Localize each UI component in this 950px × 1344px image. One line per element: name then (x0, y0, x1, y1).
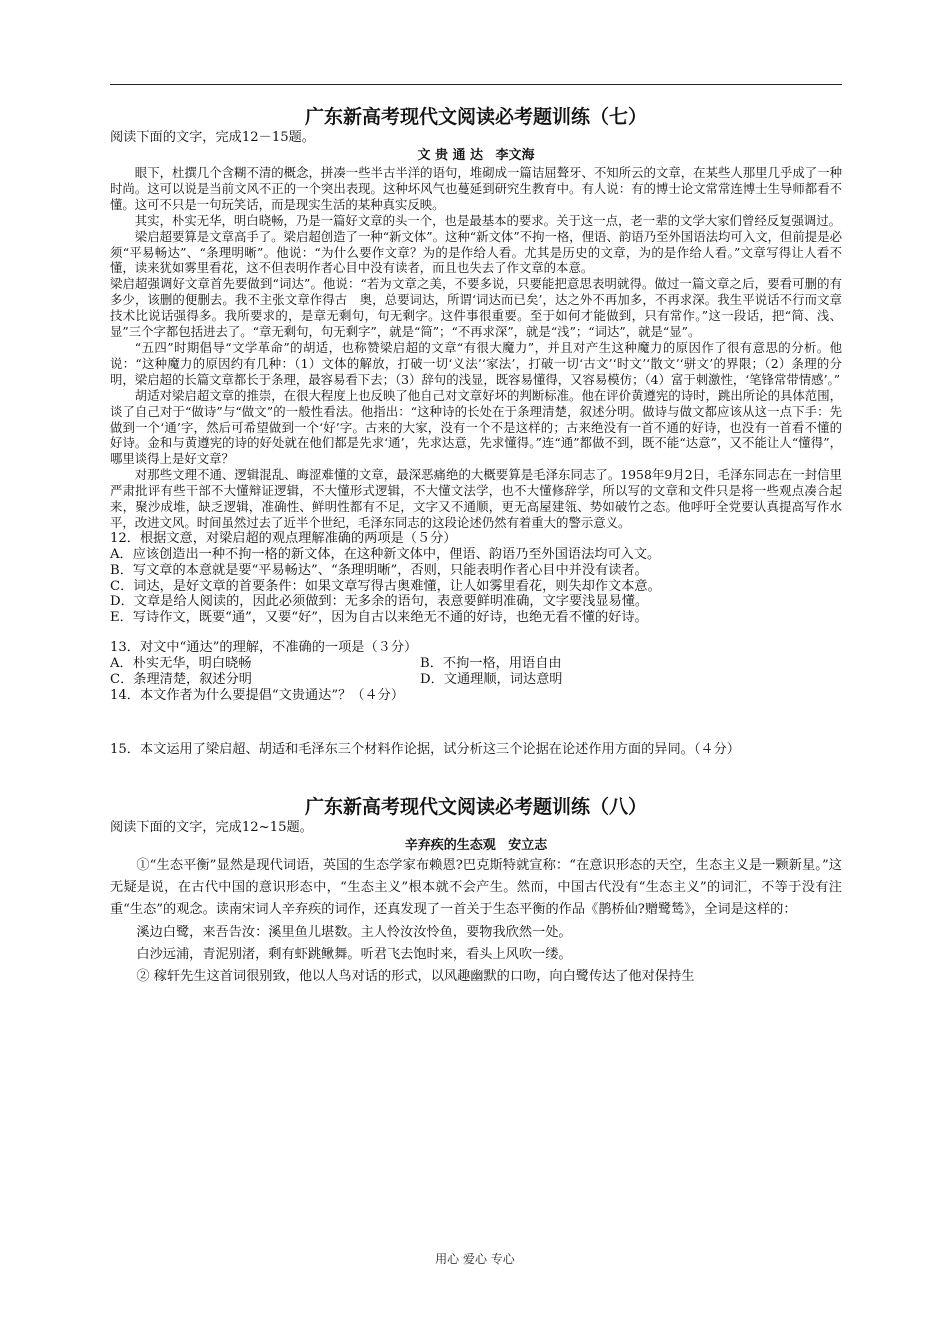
paragraph: 梁启超要算是文章高手了。梁启超创造了一种“新文体”。这种“新文体”不拘一格，俚语、韵语乃至外国语法均可入文，但前提是必须“平易畅达”、“条理明晰”。他说：“为什么要作文章？为的是作给人看。尤其是历史的文章，为的是作给人看。”文章写得让人看不懂，读来犹如雾里看花，这不但表明作者心目中没有读者，而且也失去了作文章的本意。 (110, 228, 842, 276)
reading-instruction: 阅读下面的文字，完成12－15题。 (110, 130, 315, 145)
article-heading (110, 146, 842, 165)
document-body (110, 104, 842, 989)
article-author: 李文海 (495, 148, 535, 163)
question-12-stem: 12．根据文意，对梁启超的观点理解准确的两项是（５分） (110, 530, 457, 546)
paragraph: 眼下，杜撰几个含糊不清的概念，拼凑一些半古半洋的语句，堆砌成一篇诘屈聱牙、不知所云的文章，在某些人那里几乎成了一种时尚。这可以说是当前文风不正的一个突出表现。这种坏风气也蔓延到研究生教育中。有人说：有的博士论文常常连博士生导师都看不懂。这可不只是一句玩笑话，而是现实生活的某种真实反映。 (110, 165, 842, 212)
page-footer: 用心 爱心 专心 (435, 1252, 515, 1266)
section-title-8: 广东新高考现代文阅读必考题训练（八） (304, 795, 647, 818)
question-12-option: D．文章是给人阅读的，因此必须做到：无多余的语句，表意要鲜明准确，文字要浅显易懂。 (110, 594, 649, 610)
reading-instruction: 阅读下面的文字，完成12~15题。 (110, 819, 313, 835)
question-14: 14．本文作者为什么要提倡“文贵通达”？（４分） (110, 688, 405, 703)
paragraph: 其实，朴实无华，明白晓畅，乃是一篇好文章的头一个，也是最基本的要求。关于这一点，老一辈的文学大家们曾经反复强调过。 (134, 212, 842, 228)
paragraph: ①“生态平衡”显然是现代词语，英国的生态学家布赖恩?巴克斯特就宣称：“在意识形态的天空，生态主义是一颗新星。”这无疑是说，在古代中国的意识形态中，“生态主义”根本就不会产生。然而，中国古代没有“生态主义”的词汇，不等于没有注重“生态”的观念。读南宋词人辛弃疾的词作，还真发现了一首关于生态平衡的作品《鹊桥仙?赠鹭鸶》，全词是这样的： (110, 857, 842, 918)
paragraph: 梁启超强调好文章首先要做到“词达”。他说：“若为文章之美，不要多说，只要能把意思表明就得。做过一篇文章之后，要看可删的有多少，该删的便删去。我不主张文章作得古 奥，总要词达，所谓‘词达而已矣’，达之外不再加多，不再求深。我生平说话不行而文章技术比说话强得多。我所要求的，是章无剩句，句无剩字。这件事很重要。至于如何才能做到，只有常作。”这一段话，把“简、浅、显”三个字都包括进去了。“章无剩句，句无剩字”，就是“简”；“不再求深”，就是“浅”；“词达”，就是“显”。 (110, 276, 842, 340)
question-13-option-c: C．条理清楚，叙述分明 (110, 672, 252, 688)
question-12-option: B．写文章的本意就是要“平易畅达”、“条理明晰”，否则，只能表明作者心目中并没有读者。 (110, 562, 648, 578)
article-title: 文 贵 通 达 (417, 148, 484, 163)
question-12-option: E．写诗作文，既要“通”，又要“好”，因为自古以来绝无不通的好诗，也绝无看不懂的好诗。 (110, 610, 648, 626)
question-12-option: C．词达，是好文章的首要条件：如果文章写得古奥难懂，让人如雾里看花，则失却作文本意。 (110, 578, 661, 594)
paragraph: “五四”时期倡导“文学革命”的胡适，也称赞梁启超的文章“有很大魔力”，并且对产生这种魔力的原因作了很有意思的分析。他说：“这种魔力的原因约有几种：（1）文体的解放，打破一切‘义法’‘家法’，打破一切‘古文’‘时文’‘散文’‘骈文’的界限；（2）条理的分明，梁启超的长篇文章都长于条理，最容易看下去；（3）辞句的浅显，既容易懂得，又容易模仿；（4）富于刺激性，‘笔锋常带情感’。” (110, 339, 842, 387)
header-rule (110, 84, 842, 85)
paragraph: ② 稼轩先生这首词很别致，他以人鸟对话的形式，以风趣幽默的口吻，向白鹭传达了他对保持生 (136, 969, 695, 985)
article-author: 安立志 (508, 837, 548, 853)
question-13-option-d: D．文通理顺，词达意明 (420, 672, 563, 688)
question-13-row (110, 672, 842, 688)
question-13-option-b: B．不拘一格，用语自由 (420, 656, 562, 672)
paragraph: 对那些文理不通、逻辑混乱、晦涩难懂的文章，最深恶痛绝的大概要算是毛泽东同志了。1958年9月2日，毛泽东同志在一封信里严肃批评有些干部不大懂辩证逻辑，不大懂形式逻辑，不大懂文法学，也不大懂修辞学，所以写的文章和文件只是将一些观点凑合起来，聚沙成堆，缺乏逻辑，准确性、鲜明性都有不足，文字又不通顺，更无高屋建瓴、势如破竹之态。他呼吁全党要认真提高写作水平，改进文风。时间虽然过去了近半个世纪，毛泽东同志的这段论述仍然有着重大的警示意义。 (110, 467, 842, 530)
question-13-option-a: A．朴实无华，明白晓畅 (110, 656, 252, 672)
section-title-7: 广东新高考现代文阅读必考题训练（七） (304, 106, 647, 128)
question-12-option: A．应该创造出一种不拘一格的新文体，在这种新文体中，俚语、韵语乃至外国语法均可入文。 (110, 546, 661, 562)
article-heading (110, 836, 842, 855)
question-13-row (110, 656, 842, 672)
question-15: 15．本文运用了梁启超、胡适和毛泽东三个材料作论据，试分析这三个论据在论述作用方面的异同。（４分） (110, 741, 740, 757)
poem-line: 白沙远浦，青泥别渚，剩有虾跳鳅舞。听君飞去饱时来，看头上风吹一缕。 (136, 947, 572, 962)
paragraph: 胡适对梁启超文章的推崇，在很大程度上也反映了他自己对文章好坏的判断标准。他在评价黄遵宪的诗时，跳出所论的具体范围，谈了自己对于“做诗”与“做文”的一般性看法。他指出：“这种诗的长处在于条理清楚，叙述分明。做诗与做文都应该从这一点下手：先做到一个‘通’字，然后可希望做到一个‘好’字。古来的大家，没有一个不是这样的；古来绝没有一首不通的好诗，也没有一首看不懂的好诗。金和与黄遵宪的诗的好处就在他们都是先求‘通’，先求达意，先求懂得。”连“通”都做不到，既不能“达意”，又不能让人“懂得”，哪里谈得上是好文章？ (110, 387, 842, 467)
question-13-stem: 13．对文中“通达”的理解，不准确的一项是（３分） (110, 640, 418, 656)
poem-line: 溪边白鹭，来吾告汝：溪里鱼儿堪数。主人怜汝汝怜鱼，要物我欣然一处。 (136, 924, 572, 940)
article-title: 辛弃疾的生态观 (404, 837, 496, 853)
